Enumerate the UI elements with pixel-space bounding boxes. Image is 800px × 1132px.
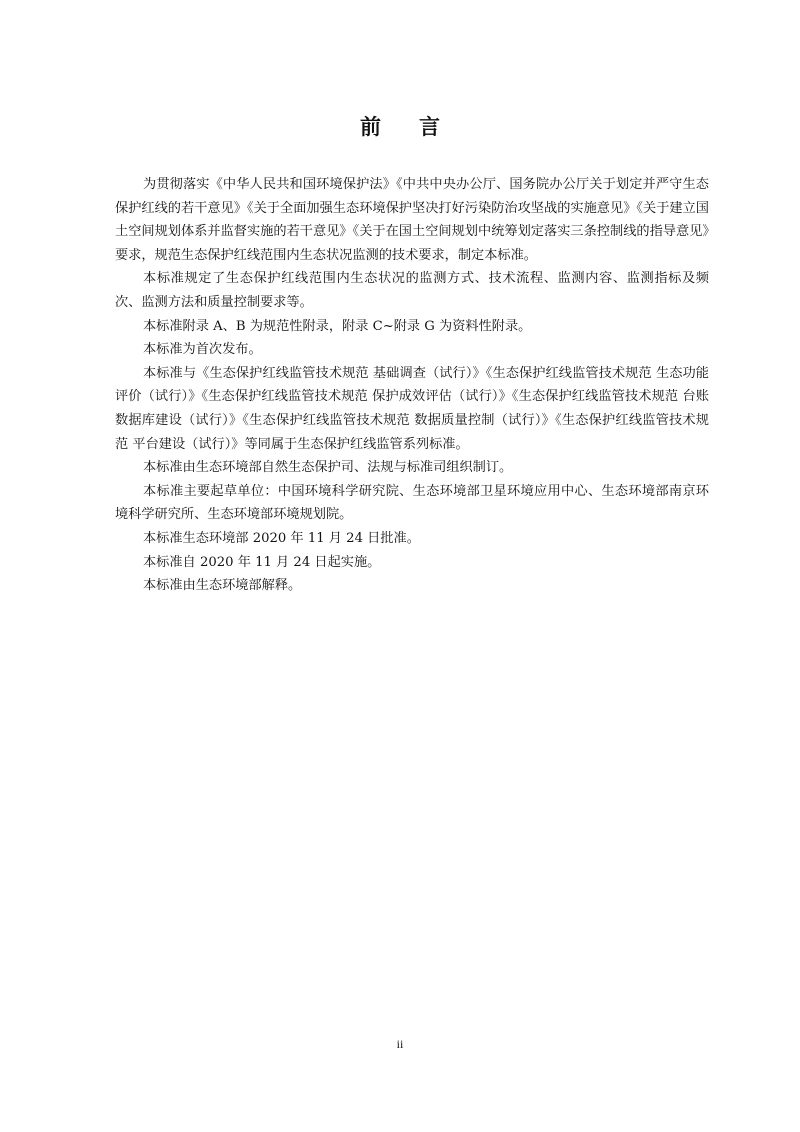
page-number: ii	[396, 1037, 404, 1051]
paragraph-related-standards: 本标准与《生态保护红线监管技术规范 基础调查（试行）》《生态保护红线监管技术规范 生态功能评价（试行）》《生态保护红线监管技术规范 保护成效评估（试行）》《生态保护红线监管技术规范 台账数据库建设（试行）》《生态保护红线监管技术规范 数据质量控制（试行）》《生态保护红线监管技术规范 平台建设（试行）》等同属于生态保护红线监管系列标准。	[115, 365, 709, 452]
paragraph-drafting-units: 本标准主要起草单位：中国环境科学研究院、生态环境部卫星环境应用中心、生态环境部南京环境科学研究所、生态环境部环境规划院。	[115, 483, 709, 523]
paragraph-purpose: 为贯彻落实《中华人民共和国环境保护法》《中共中央办公厅、国务院办公厅关于划定并严守生态保护红线的若干意见》《关于全面加强生态环境保护坚决打好污染防治攻坚战的实施意见》《关于建立国土空间规划体系并监督实施的若干意见》《关于在国土空间规划中统筹划定落实三条控制线的指导意见》要求，规范生态保护红线范围内生态状况监测的技术要求，制定本标准。	[115, 177, 709, 263]
foreword-body	[115, 173, 709, 598]
paragraph-effective-date: 本标准自 2020 年 11 月 24 日起实施。	[143, 554, 381, 570]
paragraph-appendix: 本标准附录 A、B 为规范性附录，附录 C~附录 G 为资料性附录。	[143, 318, 532, 334]
title-char-2: 言	[419, 115, 440, 139]
paragraph-approval-date: 本标准生态环境部 2020 年 11 月 24 日批准。	[143, 530, 420, 546]
page-title	[0, 113, 800, 141]
paragraph-interpretation: 本标准由生态环境部解释。	[143, 578, 302, 594]
title-char-1: 前	[360, 115, 381, 139]
paragraph-first-release: 本标准为首次发布。	[143, 342, 262, 358]
paragraph-scope: 本标准规定了生态保护红线范围内生态状况的监测方式、技术流程、监测内容、监测指标及频次、监测方法和质量控制要求等。	[115, 271, 709, 310]
paragraph-organizer: 本标准由生态环境部自然生态保护司、法规与标准司组织制订。	[143, 460, 513, 476]
